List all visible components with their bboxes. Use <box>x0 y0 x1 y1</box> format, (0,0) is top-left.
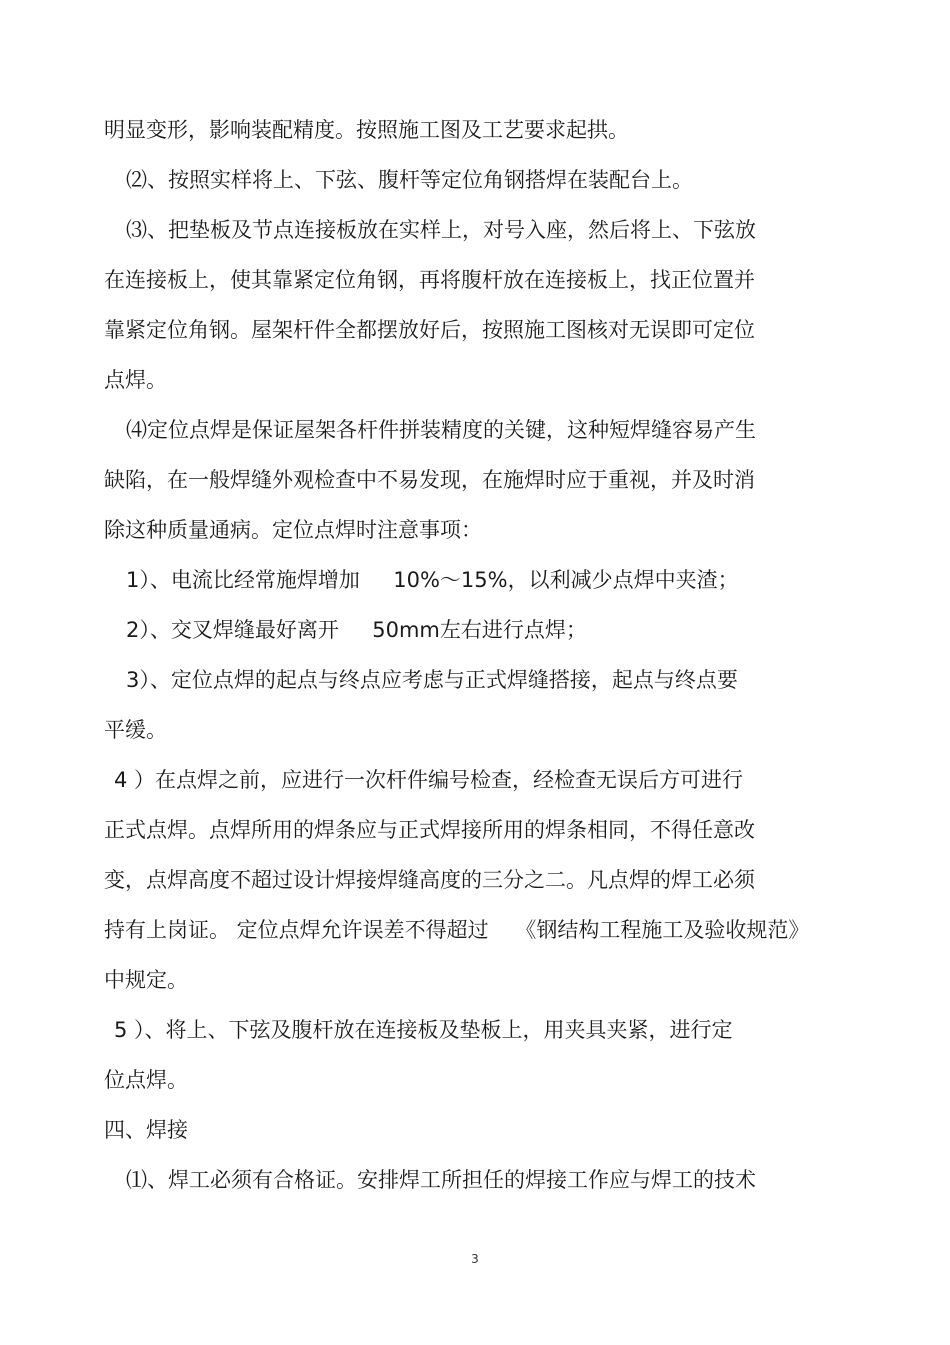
text-line: 2）、交叉焊缝最好离开 50mm左右进行点焊； <box>126 618 587 642</box>
page-number: 3 <box>471 1252 479 1266</box>
text-line: 3）、定位点焊的起点与终点应考虑与正式焊缝搭接，起点与终点要 <box>126 668 738 692</box>
section-heading: 四、焊接 <box>104 1118 188 1142</box>
text-line: 靠紧定位角钢。屋架杆件全都摆放好后，按照施工图核对无误即可定位 <box>104 318 755 342</box>
text-line: 变，点焊高度不超过设计焊接焊缝高度的三分之二。凡点焊的焊工必须 <box>104 868 755 892</box>
text-line: 中规定。 <box>104 968 188 992</box>
text-line: 明显变形，影响装配精度。按照施工图及工艺要求起拱。 <box>104 118 629 142</box>
text-line: 正式点焊。点焊所用的焊条应与正式焊接所用的焊条相同，不得任意改 <box>104 818 755 842</box>
text-line: 1）、电流比经常施焊增加 10%～15%，以利减少点焊中夹渣； <box>126 568 739 592</box>
text-line: ⑴、焊工必须有合格证。安排焊工所担任的焊接工作应与焊工的技术 <box>126 1168 756 1192</box>
text-line: 点焊。 <box>104 368 167 392</box>
text-line: ⑵、按照实样将上、下弦、腹杆等定位角钢搭焊在装配台上。 <box>126 168 693 192</box>
text-line: 在连接板上，使其靠紧定位角钢，再将腹杆放在连接板上，找正位置并 <box>104 268 755 292</box>
text-line: 4 ）在点焊之前，应进行一次杆件编号检查，经检查无误后方可进行 <box>114 768 744 792</box>
text-line: 5 ）、将上、下弦及腹杆放在连接板及垫板上，用夹具夹紧，进行定 <box>114 1018 733 1042</box>
text-line: 持有上岗证。 定位点焊允许误差不得超过 《钢结构工程施工及验收规范》 <box>104 918 810 942</box>
text-line: 位点焊。 <box>104 1068 188 1092</box>
text-line: 除这种质量通病。定位点焊时注意事项： <box>104 518 482 542</box>
text-line: 平缓。 <box>104 718 167 742</box>
text-line: ⑷定位点焊是保证屋架各杆件拼装精度的关键，这种短焊缝容易产生 <box>126 418 756 442</box>
text-line: 缺陷，在一般焊缝外观检查中不易发现，在施焊时应于重视，并及时消 <box>104 468 755 492</box>
text-line: ⑶、把垫板及节点连接板放在实样上，对号入座，然后将上、下弦放 <box>126 218 756 242</box>
